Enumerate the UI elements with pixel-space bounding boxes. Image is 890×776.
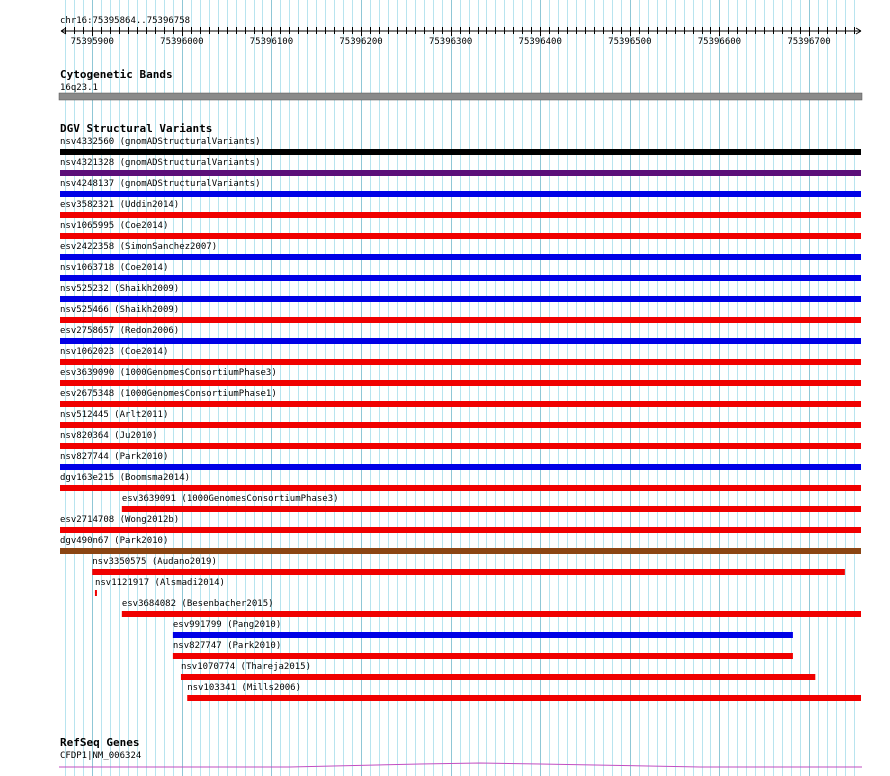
ruler-tick-label: 75396200 xyxy=(339,37,383,47)
dgv-feature-bar[interactable] xyxy=(60,170,861,176)
ruler-tick-label: 75396700 xyxy=(787,37,831,47)
dgv-feature-label: nsv1065995 (Coe2014) xyxy=(60,221,169,231)
dgv-track-title: DGV Structural Variants xyxy=(60,122,213,135)
cytoband-bar[interactable] xyxy=(59,93,862,100)
dgv-feature[interactable] xyxy=(173,641,793,659)
dgv-feature-label: esv2675348 (1000GenomesConsortiumPhase1) xyxy=(60,389,277,399)
dgv-feature-label: nsv4332560 (gnomADStructuralVariants) xyxy=(60,137,261,147)
dgv-feature-label: nsv1121917 (Alsmadi2014) xyxy=(94,578,225,588)
dgv-feature[interactable] xyxy=(95,578,225,596)
dgv-feature-bar[interactable] xyxy=(92,569,845,575)
dgv-feature-bar[interactable] xyxy=(60,233,861,239)
dgv-feature-bar[interactable] xyxy=(60,422,861,428)
dgv-feature-bar[interactable] xyxy=(60,296,861,302)
dgv-feature-label: esv991799 (Pang2010) xyxy=(172,620,282,630)
cytoband-track-title: Cytogenetic Bands xyxy=(60,68,173,81)
dgv-feature-label: esv3639090 (1000GenomesConsortiumPhase3) xyxy=(60,368,277,378)
dgv-feature-bar[interactable] xyxy=(95,592,97,593)
dgv-feature-label: nsv525232 (Shaikh2009) xyxy=(60,284,180,294)
dgv-feature-bar[interactable] xyxy=(60,149,861,155)
dgv-feature-bar[interactable] xyxy=(173,653,793,659)
dgv-feature-bar[interactable] xyxy=(60,527,861,533)
dgv-feature-bar[interactable] xyxy=(60,212,861,218)
dgv-feature-label: nsv1063718 (Coe2014) xyxy=(60,263,169,273)
dgv-feature-bar[interactable] xyxy=(122,611,861,617)
ruler-tick-label: 75395900 xyxy=(70,37,114,47)
ruler-tick-label: 75396000 xyxy=(160,37,204,47)
dgv-feature-bar[interactable] xyxy=(187,695,861,701)
dgv-feature-bar[interactable] xyxy=(60,254,861,260)
dgv-feature-label: esv3684082 (Besenbacher2015) xyxy=(121,599,274,609)
dgv-feature-bar[interactable] xyxy=(60,464,861,470)
cytoband-label: 16q23.1 xyxy=(60,83,98,93)
dgv-feature-label: nsv1070774 (Thareja2015) xyxy=(180,662,312,672)
dgv-feature-bar[interactable] xyxy=(60,401,861,407)
refseq-track-title: RefSeq Genes xyxy=(60,736,140,749)
ruler-tick-label: 75396600 xyxy=(697,37,742,47)
dgv-feature-label: esv2758657 (Redon2006) xyxy=(60,326,180,336)
dgv-feature-label: nsv820364 (Ju2010) xyxy=(60,431,158,441)
dgv-feature-label: dgv163e215 (Boomsma2014) xyxy=(60,473,191,483)
ruler-tick-label: 75396100 xyxy=(249,37,294,47)
ruler-tick-label: 75396400 xyxy=(518,37,562,47)
ruler-tick-label: 75396500 xyxy=(608,37,652,47)
dgv-feature[interactable] xyxy=(122,494,861,512)
dgv-feature-bar[interactable] xyxy=(60,317,861,323)
dgv-feature-label: nsv827744 (Park2010) xyxy=(60,452,169,462)
refseq-gene-label: CFDP1|NM_006324 xyxy=(60,751,142,761)
ruler-ticks xyxy=(66,27,855,47)
dgv-feature-label: esv3639091 (1000GenomesConsortiumPhase3) xyxy=(121,494,339,504)
dgv-feature-label: nsv512445 (Arlt2011) xyxy=(60,410,169,420)
dgv-feature[interactable] xyxy=(187,683,861,701)
dgv-feature-bar[interactable] xyxy=(60,380,861,386)
dgv-feature-label: nsv4321328 (gnomADStructuralVariants) xyxy=(60,158,261,168)
dgv-feature-bar[interactable] xyxy=(60,191,861,197)
dgv-feature-bar[interactable] xyxy=(181,674,815,680)
dgv-feature-bar[interactable] xyxy=(60,485,861,491)
dgv-feature-label: esv3582321 (Uddin2014) xyxy=(60,200,180,210)
dgv-feature-bar[interactable] xyxy=(60,443,861,449)
dgv-feature-bar[interactable] xyxy=(122,506,861,512)
dgv-feature-bar[interactable] xyxy=(60,338,861,344)
dgv-feature-label: nsv103341 (Mills2006) xyxy=(187,683,302,693)
dgv-feature-bar[interactable] xyxy=(60,359,861,365)
dgv-feature[interactable] xyxy=(173,620,793,638)
dgv-feature-bar[interactable] xyxy=(60,548,861,554)
grid-lines xyxy=(66,0,855,776)
dgv-feature-label: nsv827747 (Park2010) xyxy=(172,641,282,651)
ruler-tick-label: 75396300 xyxy=(428,37,473,47)
dgv-feature[interactable] xyxy=(92,557,845,575)
dgv-feature-label: nsv3350575 (Audano2019) xyxy=(92,557,217,567)
dgv-feature[interactable] xyxy=(122,599,861,617)
dgv-feature-label: esv2422358 (SimonSanchez2007) xyxy=(60,242,218,252)
ruler-location: chr16:75395864..75396758 xyxy=(60,16,191,26)
dgv-feature-bar[interactable] xyxy=(60,275,861,281)
dgv-feature[interactable] xyxy=(181,662,815,680)
dgv-feature-label: dgv490n67 (Park2010) xyxy=(60,536,169,546)
dgv-feature-label: nsv1062023 (Coe2014) xyxy=(60,347,169,357)
dgv-feature-label: nsv4248137 (gnomADStructuralVariants) xyxy=(60,179,261,189)
dgv-feature-label: nsv525466 (Shaikh2009) xyxy=(60,305,180,315)
dgv-feature-label: esv2714708 (Wong2012b) xyxy=(60,515,180,525)
dgv-feature-bar[interactable] xyxy=(173,632,793,638)
